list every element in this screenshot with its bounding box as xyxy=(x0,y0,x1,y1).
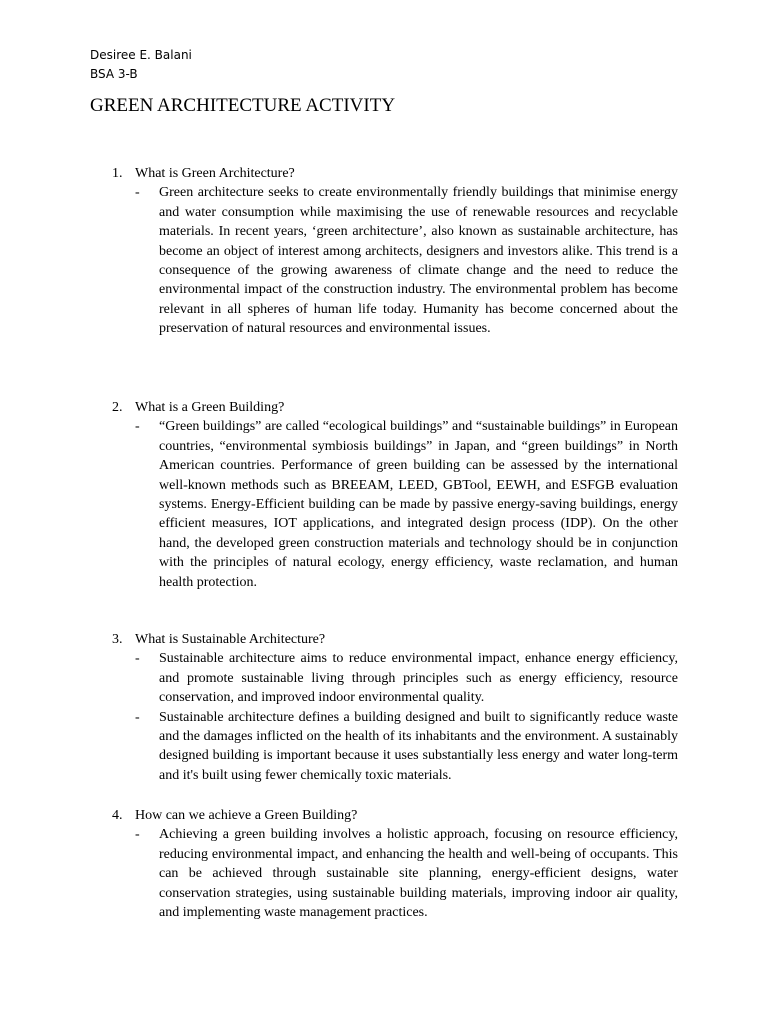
answer-bullet xyxy=(112,183,678,338)
bullet-marker: - xyxy=(135,651,140,667)
bullet-marker: - xyxy=(135,419,140,435)
question-heading xyxy=(112,630,678,649)
answer-text: Sustainable architecture aims to reduce environmental impact, enhance energy efficiency, and promote sustainable living through principles such as energy efficiency, resource conservation, and improved indoor environmental quality. xyxy=(159,651,678,706)
question-heading xyxy=(112,164,678,183)
bullet-marker: - xyxy=(135,185,140,201)
question-section-3 xyxy=(112,630,678,785)
question-text: How can we achieve a Green Building? xyxy=(135,808,358,823)
answer-bullet xyxy=(112,417,678,592)
question-text: What is a Green Building? xyxy=(135,400,285,415)
question-number: 1. xyxy=(112,166,123,181)
question-heading xyxy=(112,806,678,825)
bullet-marker: - xyxy=(135,709,140,725)
author-name: Desiree E. Balani xyxy=(90,48,192,62)
question-heading xyxy=(112,398,678,417)
question-section-2 xyxy=(112,398,678,592)
answer-bullet xyxy=(112,708,678,786)
answer-text: Achieving a green building involves a holistic approach, focusing on resource efficiency, reducing environmental impact, and enhancing the health and well-being of occupants. This can be achieved through sustainable site planning, energy-efficient designs, water conservation strategies, using sustainable building materials, improving indoor air quality, and implementing waste management practices. xyxy=(159,827,678,921)
question-number: 2. xyxy=(112,400,123,415)
document-title: GREEN ARCHITECTURE ACTIVITY xyxy=(90,95,396,116)
bullet-marker: - xyxy=(135,827,140,843)
question-section-4 xyxy=(112,806,678,922)
question-number: 4. xyxy=(112,808,123,823)
answer-text: Green architecture seeks to create environmentally friendly buildings that minimise energy and water consumption while maximising the use of renewable resources and recyclable materials. In recent years, ‘green architecture’, also known as sustainable architecture, has become an object of interest among architects, designers and investors alike. This trend is a consequence of the growing awareness of climate change and the need to reduce the environmental impact of the construction industry. The environmental problem has become relevant in all spheres of human life today. Humanity has become concerned about the preservation of natural resources and environmental issues. xyxy=(159,185,678,337)
question-section-1 xyxy=(112,164,678,339)
course-section: BSA 3-B xyxy=(90,67,138,81)
question-text: What is Sustainable Architecture? xyxy=(135,632,326,647)
question-text: What is Green Architecture? xyxy=(135,166,295,181)
answer-bullet xyxy=(112,825,678,922)
answer-bullet xyxy=(112,649,678,707)
answer-text: Sustainable architecture defines a building designed and built to significantly reduce waste and the damages inflicted on the health of its inhabitants and the environment. A sustainably designed building is important because it uses substantially less energy and water long-term and it's built using fewer chemically toxic materials. xyxy=(159,709,678,783)
answer-text: “Green buildings” are called “ecological buildings” and “sustainable buildings” in European countries, “environmental symbiosis buildings” in Japan, and “green buildings” in North American countries. Performance of green building can be assessed by the international well-known methods such as BREEAM, LEED, GBTool, EEWH, and ESFGB evaluation systems. Energy-Efficient building can be made by passive energy-saving buildings, energy efficient measures, IOT applications, and integrated design process (IDP). On the other hand, the developed green construction materials and technology should be in conjunction with the principles of natural ecology, energy efficiency, waste reclamation, and human health protection. xyxy=(159,419,678,590)
question-number: 3. xyxy=(112,632,123,647)
